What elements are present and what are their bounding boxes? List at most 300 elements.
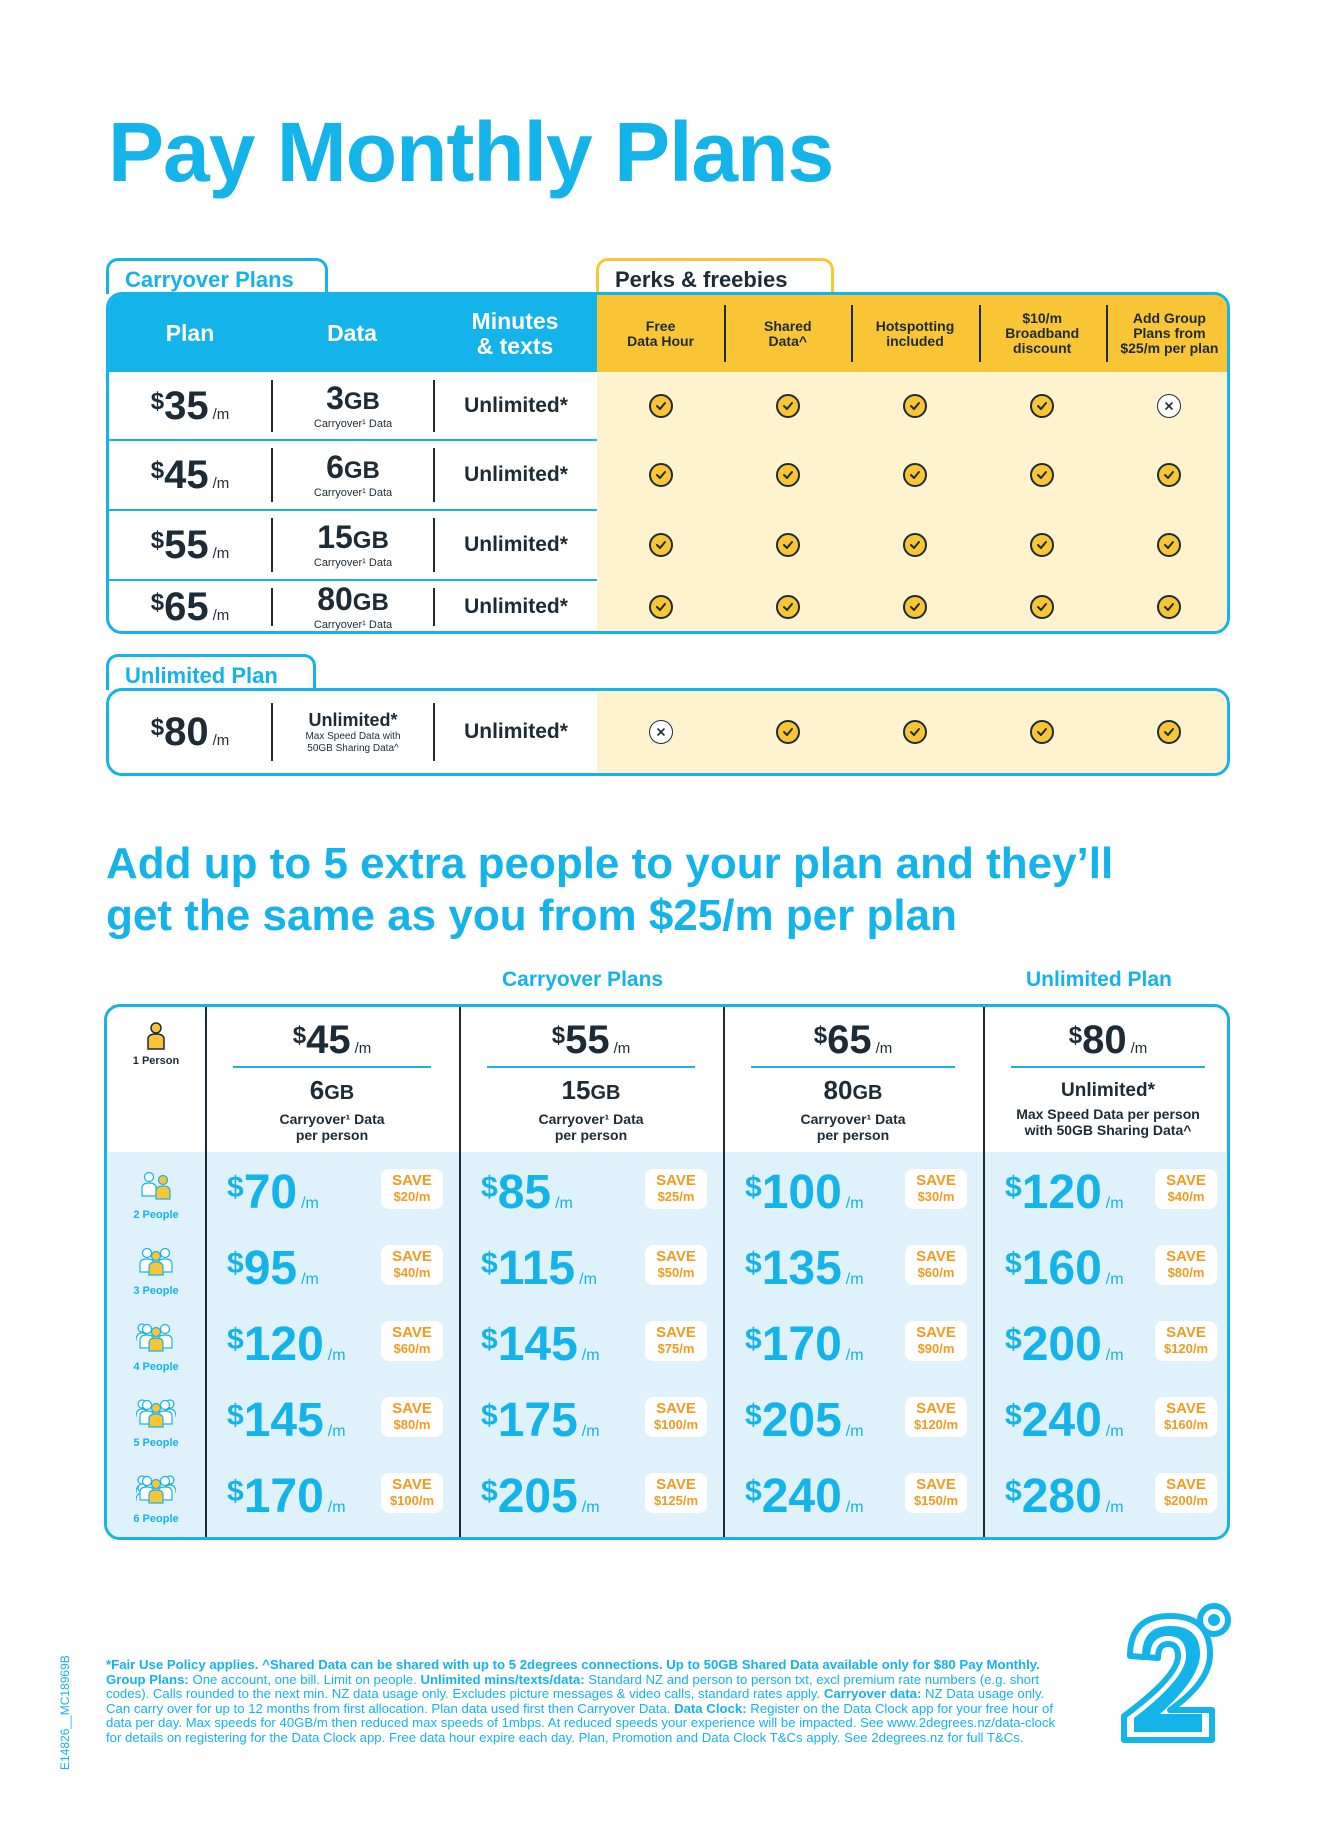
save-amount: $125/m [653,1493,699,1508]
per-month: /m [613,1039,631,1057]
price-value: 205 [497,1470,578,1523]
price-value: 205 [761,1394,842,1447]
data-amount: 15 [561,1074,591,1105]
unlimited-plan-price [109,691,271,773]
tab-carryover-plans: Carryover Plans [106,258,328,294]
page-title: Pay Monthly Plans [108,105,834,199]
perk-cell [851,440,978,510]
perk-cell [979,510,1106,580]
tab-unlimited-plan: Unlimited Plan [106,654,316,690]
data-amount: 6 [309,1074,325,1105]
dollar-sign: $ [227,1323,244,1356]
people-icon [136,1398,176,1437]
check-icon [776,595,800,619]
save-label: SAVE [1166,1476,1206,1493]
save-amount: $90/m [917,1341,955,1356]
perk-cell [979,372,1106,440]
header-perk-line: Data^ [768,332,808,349]
price-value: 80 [164,709,209,754]
perk-divider [1106,305,1108,362]
2degrees-logo-icon [1112,1598,1242,1758]
people-count [107,1385,205,1461]
person-icon [145,1021,167,1051]
save-badge [1155,1473,1217,1513]
data-amount: 80 [317,581,353,617]
save-label: SAVE [1166,1248,1206,1265]
dollar-sign: $ [150,526,165,554]
header-minutes-l2: & texts [476,332,554,359]
perk-cell [851,510,978,580]
cross-icon [649,720,673,744]
dollar-sign: $ [227,1399,244,1432]
save-label: SAVE [916,1324,956,1341]
save-amount: $200/m [1163,1493,1209,1508]
check-icon [1030,720,1054,744]
perk-cell [724,691,851,773]
data-sub: Carryover¹ Data [313,557,393,569]
fine-print [106,1658,1066,1746]
save-label: SAVE [656,1324,696,1341]
check-icon [776,533,800,557]
group-price [227,1165,319,1220]
perk-cell [597,372,724,440]
minutes-value: Unlimited* [464,720,568,743]
save-badge [381,1169,443,1209]
dollar-sign: $ [1005,1323,1022,1356]
group-price [745,1393,864,1448]
data-sub2: per person [554,1126,628,1143]
plan-data [273,580,433,634]
dollar-sign: $ [227,1475,244,1508]
plan-data [273,510,433,580]
data-sub1: Carryover¹ Data [279,1110,385,1127]
data-sub: Carryover¹ Data [313,487,393,499]
perk-cell [597,691,724,773]
group-price [1005,1469,1124,1524]
save-label: SAVE [1166,1400,1206,1417]
perk-cell [979,691,1106,773]
header-minutes-l1: Minutes [471,307,559,334]
save-label: SAVE [916,1172,956,1189]
header-perk-1 [724,295,851,372]
per-month: /m [301,1195,319,1212]
group-price [481,1241,597,1296]
save-badge [905,1245,967,1285]
per-month: /m [1105,1271,1124,1288]
people-label: 2 People [133,1208,179,1221]
group-price [745,1241,864,1296]
price-value: 65 [827,1017,872,1062]
price-value: 280 [1021,1470,1102,1523]
fine-print-text: Standard NZ and person to person txt, excl premium rate numbers (e.g. short codes). Calls rounded to the next min. NZ data usage only. Excludes picture messages & video calls, standard rates apply. [106,1671,1040,1702]
data-unit: GB [343,457,380,484]
group-price [481,1469,600,1524]
cross-icon [1157,394,1181,418]
data-unit: GB [590,1081,621,1104]
unlimited-data-sub2: 50GB Sharing Data^ [307,742,399,754]
dollar-sign: $ [227,1247,244,1280]
price-value: 170 [243,1470,324,1523]
header-perk-line: discount [1013,340,1072,356]
group-price [745,1469,864,1524]
group-heading-line2: get the same as you from $25/m per plan [106,891,957,940]
save-amount: $40/m [1167,1189,1205,1204]
header-perk-line: $25/m per plan [1120,340,1219,356]
price-value: 170 [761,1318,842,1371]
save-label: SAVE [656,1248,696,1265]
group-price [227,1393,346,1448]
price-underline [1011,1066,1205,1068]
group-price [745,1317,864,1372]
2degrees-logo [1112,1598,1242,1758]
price-value: 240 [1021,1394,1102,1447]
data-unit: GB [352,527,389,554]
per-month: /m [845,1347,864,1364]
fine-print-bold: Carryover data: [823,1686,922,1702]
plan-minutes [435,372,597,440]
data-sub1: Carryover¹ Data [538,1110,644,1127]
price-underline [751,1066,955,1068]
per-month: /m [1105,1423,1124,1440]
people-label: 6 People [133,1512,179,1525]
perk-divider [724,305,726,362]
dollar-sign: $ [292,1021,307,1049]
price-value: 85 [497,1166,552,1219]
people-icon [136,1170,176,1209]
check-icon [903,463,927,487]
save-badge [905,1473,967,1513]
price-value: 80 [1082,1017,1127,1062]
fine-print-bold: Data Clock: [674,1700,747,1716]
group-base-price [205,1015,459,1065]
carryover-plans-table [106,292,1230,634]
data-sub1: Max Speed Data per person [1016,1106,1200,1122]
save-badge [381,1397,443,1437]
perk-cell [597,510,724,580]
per-month: /m [212,544,230,562]
check-icon [1030,533,1054,557]
check-icon [649,533,673,557]
price-value: 95 [243,1242,298,1295]
plan-price [109,510,271,580]
data-sub2: per person [295,1126,369,1143]
data-unit: GB [343,388,380,415]
per-month: /m [1105,1195,1124,1212]
price-value: 45 [164,452,209,497]
save-label: SAVE [392,1400,432,1417]
check-icon [1157,533,1181,557]
check-icon [1157,720,1181,744]
save-badge [381,1473,443,1513]
save-badge [645,1321,707,1361]
dollar-sign: $ [813,1021,828,1049]
group-price [481,1165,573,1220]
data-amount: 15 [317,519,353,555]
per-month: /m [212,474,230,492]
perk-cell [851,691,978,773]
save-amount: $20/m [393,1189,431,1204]
check-icon [1030,595,1054,619]
perk-divider [851,305,853,362]
header-perk-line: $10/m [1022,310,1063,326]
dollar-sign: $ [481,1399,498,1432]
header-perk-line: Plans from [1133,325,1206,341]
group-price [1005,1393,1124,1448]
save-amount: $50/m [657,1265,695,1280]
per-month: /m [1130,1039,1148,1057]
per-month: /m [581,1347,600,1364]
perk-cell [851,372,978,440]
dollar-sign: $ [745,1323,762,1356]
group-base-data [205,1071,459,1147]
dollar-sign: $ [1005,1399,1022,1432]
unlimited-data-label: Unlimited* [308,709,398,730]
group-base-data [983,1071,1230,1147]
plan-price [109,440,271,510]
save-badge [645,1169,707,1209]
plan-minutes [435,440,597,510]
minutes-value: Unlimited* [464,463,568,486]
per-month: /m [327,1499,346,1516]
perk-cell [979,440,1106,510]
people-icon [136,1246,176,1285]
group-label-unlimited: Unlimited Plan [1026,968,1172,991]
per-month: /m [327,1423,346,1440]
check-icon [903,394,927,418]
perk-cell [979,580,1106,634]
price-value: 145 [243,1394,324,1447]
group-base-price [723,1015,983,1065]
people-icon [136,1322,176,1361]
dollar-sign: $ [1068,1021,1083,1049]
per-month: /m [555,1195,573,1212]
check-icon [1157,463,1181,487]
dollar-sign: $ [551,1021,566,1049]
document-code: E14826__MC18969B [58,1655,72,1770]
dollar-sign: $ [481,1247,498,1280]
save-amount: $100/m [653,1417,699,1432]
save-amount: $160/m [1163,1417,1209,1432]
group-heading-line1: Add up to 5 extra people to your plan and they’ll [106,839,1114,888]
fine-print-bold: *Fair Use Policy applies. ^Shared Data can be shared with up to 5 2degrees connections. Up to 50GB Shared Data available only for $80 Pay Monthly. Group Plans: [106,1657,1040,1687]
dollar-sign: $ [1005,1247,1022,1280]
dollar-sign: $ [745,1247,762,1280]
group-price [227,1317,346,1372]
save-label: SAVE [916,1248,956,1265]
per-month: /m [301,1271,319,1288]
people-count [107,1309,205,1385]
data-amount: 80 [823,1074,853,1105]
check-icon [776,394,800,418]
perk-cell [1106,440,1230,510]
per-month: /m [212,405,230,423]
save-badge [645,1245,707,1285]
price-underline [487,1066,695,1068]
group-price [1005,1241,1124,1296]
save-label: SAVE [392,1172,432,1189]
per-month: /m [327,1347,346,1364]
fine-print-text: NZ Data usage only. Can carry over for up to 12 months from first allocation. Plan data used first then Carryover Data. [106,1686,1045,1716]
header-minutes-texts [433,295,597,372]
dollar-sign: $ [1005,1171,1022,1204]
save-label: SAVE [916,1476,956,1493]
perk-cell [597,580,724,634]
perk-cell [1106,580,1230,634]
price-value: 70 [243,1166,298,1219]
dollar-sign: $ [1005,1475,1022,1508]
header-perk-0 [597,295,724,372]
save-amount: $75/m [657,1341,695,1356]
per-month: /m [212,606,230,624]
perk-cell [1106,691,1230,773]
data-sub1: Carryover¹ Data [800,1110,906,1127]
save-label: SAVE [656,1476,696,1493]
minutes-value: Unlimited* [464,595,568,618]
save-amount: $60/m [393,1341,431,1356]
dollar-sign: $ [150,456,165,484]
per-month: /m [581,1423,600,1440]
people-count [107,1157,205,1233]
dollar-sign: $ [150,713,165,741]
group-plans-table [104,1004,1230,1540]
save-badge [1155,1321,1217,1361]
group-plans-heading [106,838,1113,942]
data-unit: GB [852,1081,883,1104]
price-value: 35 [164,383,209,428]
save-amount: $80/m [1167,1265,1205,1280]
header-perk-line: Broadband [1005,325,1080,341]
save-amount: $40/m [393,1265,431,1280]
price-value: 145 [497,1318,578,1371]
people-count [107,1233,205,1309]
header-perk-line: Free [645,317,676,334]
perk-cell [724,510,851,580]
unlimited-plan-table [106,688,1230,776]
check-icon [1030,463,1054,487]
save-amount: $120/m [1163,1341,1209,1356]
people-count [107,1461,205,1537]
save-amount: $60/m [917,1265,955,1280]
save-amount: $100/m [389,1493,435,1508]
per-month: /m [875,1039,893,1057]
perk-divider [979,305,981,362]
save-label: SAVE [392,1248,432,1265]
group-base-price [983,1015,1230,1065]
per-month: /m [354,1039,372,1057]
price-value: 120 [243,1318,324,1371]
perk-cell [597,440,724,510]
plan-data [273,440,433,510]
save-label: SAVE [1166,1172,1206,1189]
price-value: 100 [761,1166,842,1219]
save-badge [905,1169,967,1209]
per-month: /m [1105,1347,1124,1364]
header-perk-3 [979,295,1106,372]
dollar-sign: $ [745,1171,762,1204]
price-value: 240 [761,1470,842,1523]
unlimited-plan-data [273,691,433,773]
header-plan: Plan [165,320,215,346]
plan-data [273,372,433,440]
check-icon [1030,394,1054,418]
price-value: 45 [306,1017,351,1062]
per-month: /m [581,1499,600,1516]
save-badge [645,1473,707,1513]
save-badge [905,1321,967,1361]
save-amount: $80/m [393,1417,431,1432]
perk-cell [724,580,851,634]
plan-price [109,372,271,440]
group-price [1005,1317,1124,1372]
group-price [227,1469,346,1524]
data-sub2: per person [816,1126,890,1143]
check-icon [1157,595,1181,619]
price-underline [233,1066,431,1068]
dollar-sign: $ [150,387,165,415]
save-label: SAVE [656,1400,696,1417]
save-badge [645,1397,707,1437]
save-badge [1155,1245,1217,1285]
group-base-price [459,1015,723,1065]
unlimited-plan-minutes [435,691,597,773]
data-amount: 6 [326,449,344,485]
price-value: 115 [497,1242,576,1295]
save-badge [1155,1169,1217,1209]
save-badge [381,1245,443,1285]
header-data: Data [327,320,377,346]
price-value: 135 [761,1242,842,1295]
group-price [227,1241,319,1296]
group-price [481,1393,600,1448]
group-base-data [459,1071,723,1147]
group-label-carryover: Carryover Plans [502,968,664,991]
fine-print-bold: Unlimited mins/texts/data: [420,1671,585,1687]
plan-minutes [435,580,597,634]
people-icon [136,1474,176,1513]
header-perk-line: included [886,332,944,349]
check-icon [903,720,927,744]
dollar-sign: $ [227,1171,244,1204]
check-icon [649,463,673,487]
one-person-label: 1 Person [132,1055,180,1067]
per-month: /m [845,1499,864,1516]
header-perk-line: Hotspotting [875,317,955,334]
save-label: SAVE [916,1400,956,1417]
check-icon [903,595,927,619]
price-value: 55 [565,1017,610,1062]
data-amount: 3 [326,380,344,416]
dollar-sign: $ [150,588,165,616]
header-perk-line: Shared [764,317,812,334]
save-label: SAVE [656,1172,696,1189]
save-label: SAVE [392,1324,432,1341]
header-perk-line: Data Hour [627,332,695,349]
perk-cell [724,372,851,440]
group-price [481,1317,600,1372]
check-icon [776,463,800,487]
save-badge [381,1321,443,1361]
data-sub: Carryover¹ Data [313,418,393,430]
header-perk-2 [851,295,978,372]
check-icon [903,533,927,557]
save-amount: $150/m [913,1493,959,1508]
price-value: 120 [1021,1166,1102,1219]
save-badge [905,1397,967,1437]
price-value: 55 [164,522,209,567]
plan-minutes [435,510,597,580]
check-icon [649,595,673,619]
people-label: 4 People [133,1360,179,1373]
